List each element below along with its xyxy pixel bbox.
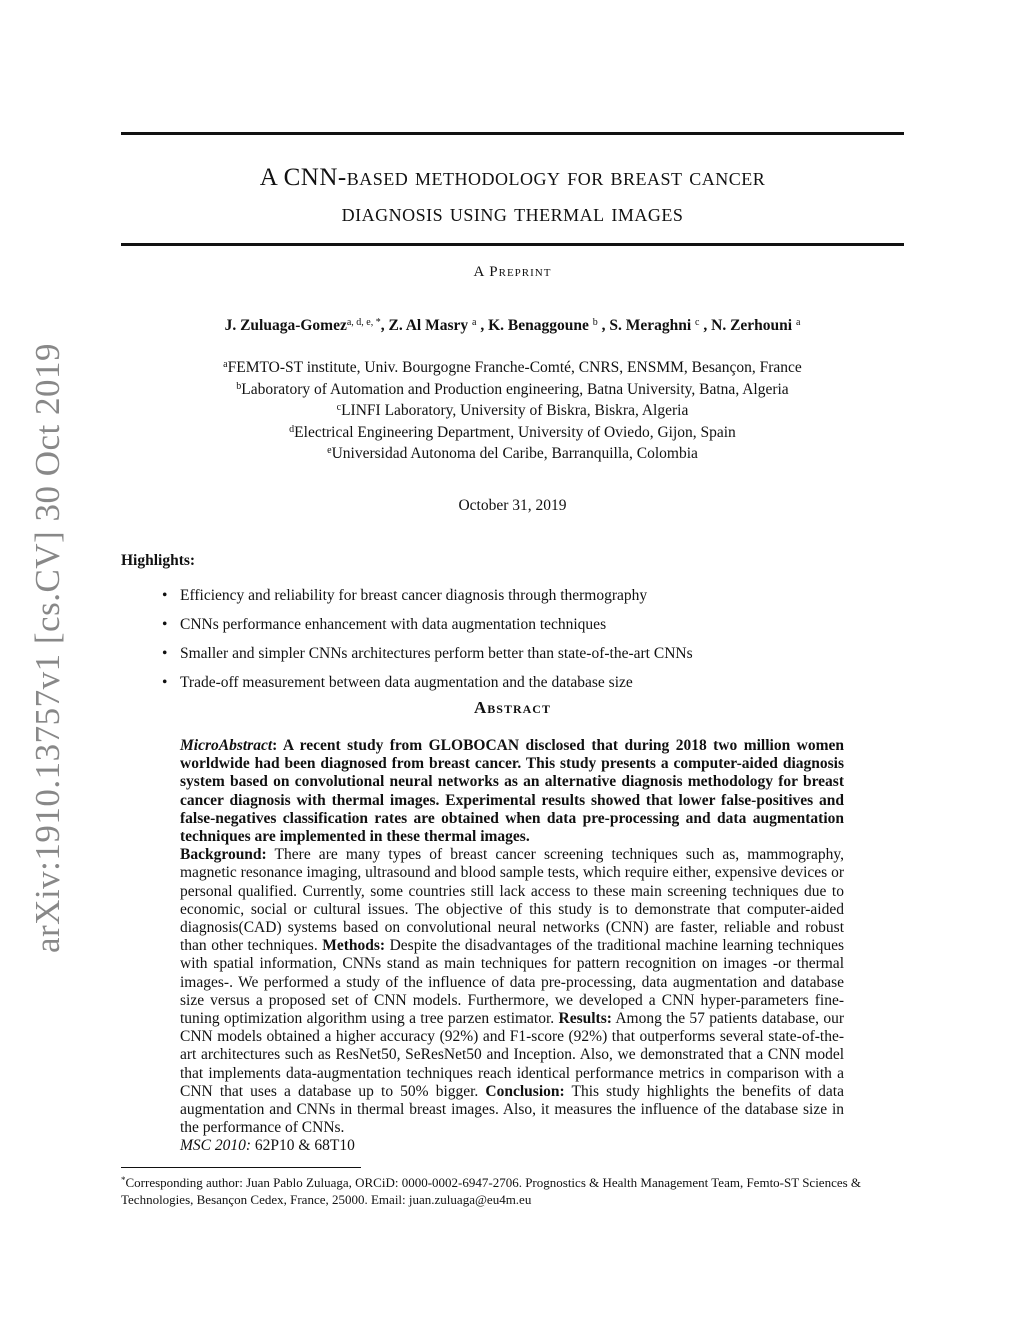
author-name: , K. Benaggoune — [476, 317, 589, 334]
abstract-body — [180, 737, 844, 1156]
affiliation-mark: d — [289, 423, 295, 435]
bullet-icon: • — [162, 674, 168, 691]
background-text: There are many types of breast cancer screening techniques such as, mammography, magnetic resonance imaging, ultrasound and blood sample tests, which require either, expensive devices or personal qualified. Currently, some countries still lack access to these main screening techniques due to economic, social or cultural issues. The objective of this study is to demonstrate that computer-aided diagnosis(CAD) systems based on convolutional neural networks (CNN) are faster, reliable and robust than other techniques. — [180, 846, 844, 955]
affiliation-mark: c — [336, 402, 342, 414]
methods-label: Methods: — [322, 937, 386, 955]
micro-abstract — [180, 737, 844, 846]
results-text: Among the 57 patients database, our CNN models obtained a higher accuracy (92%) and F1-score (92%) that outperforms several state-of-the-art architectures such as ResNet50, SeResNet50 and Inception. Also, we demonstrated that a CNN model that implements data-augmentation techniques reach identical performance metrics in comparison with a CNN that uses a database up to 50% bigger. — [180, 1010, 845, 1100]
highlights-list — [162, 585, 693, 701]
affiliation-text: FEMTO-ST institute, Univ. Bourgogne Franche-Comté, CNRS, ENSMM, Besançon, France — [227, 359, 802, 376]
affiliation-mark: b — [236, 380, 242, 392]
background-label: Background: — [180, 846, 267, 864]
list-item — [162, 614, 693, 643]
conclusion-label: Conclusion: — [485, 1082, 565, 1100]
affiliation-line — [121, 442, 904, 464]
top-rule — [121, 132, 904, 135]
author-name: , S. Meraghni — [597, 317, 692, 334]
author-name: , Z. Al Masry — [380, 317, 469, 334]
methods-text: Despite the disadvantages of the traditional machine learning techniques with spatial information, CNNs stand as main techniques for pattern recognition on images -or thermal images-. We performed a study of the influence of data pre-processing, data augmentation and database size versus a proposed set of CNN models. Furthermore, we developed a CNN hyper-parameters fine-tuning optimization algorithm using a tree parzen estimator. — [180, 937, 844, 1028]
footnote-rule — [121, 1167, 361, 1168]
paper-date: October 31, 2019 — [458, 497, 567, 514]
msc-label: MSC 2010: — [180, 1137, 252, 1155]
affiliation-text: LINFI Laboratory, University of Biskra, Biskra, Algeria — [341, 402, 689, 420]
author-affiliation-mark: c — [695, 317, 700, 328]
author-affiliation-mark: a — [472, 317, 477, 328]
author-name: , N. Zerhouni — [699, 317, 793, 334]
affiliation-line — [121, 356, 904, 378]
highlight-text: Smaller and simpler CNNs architectures perform better than state-of-the-art CNNs — [180, 645, 693, 662]
affiliation-text: Electrical Engineering Department, University of Oviedo, Gijon, Spain — [294, 423, 736, 441]
bullet-icon: • — [162, 587, 168, 604]
micro-abstract-text: : A recent study from GLOBOCAN disclosed that during 2018 two million women worldwide had been diagnosed from breast cancer. This study presents a computer-aided diagnosis system based on convolutional neural networks as an alternative diagnosis methodology for breast cancer diagnosis with thermal images. Experimental results showed that lower false-positives and false-negatives classification rates are obtained when data pre-processing and data augmentation techniques are implemented in these thermal images. — [180, 737, 844, 846]
highlights-heading: Highlights: — [121, 552, 196, 569]
abstract-heading: Abstract — [474, 698, 551, 717]
affiliations — [121, 356, 904, 464]
affiliation-line — [121, 399, 904, 421]
author-affiliation-mark: a — [795, 317, 801, 328]
abstract-paragraph — [180, 846, 844, 1137]
msc-line — [180, 1137, 844, 1155]
highlight-text: CNNs performance enhancement with data augmentation techniques — [180, 616, 607, 633]
author-list — [121, 317, 904, 335]
list-item — [162, 643, 693, 672]
affiliation-line — [121, 378, 904, 400]
bullet-icon: • — [162, 645, 168, 662]
affiliation-text: Universidad Autonoma del Caribe, Barranquilla, Colombia — [331, 445, 698, 463]
bullet-icon: • — [162, 616, 168, 633]
results-label: Results: — [558, 1010, 612, 1028]
preprint-label: A Preprint — [473, 264, 552, 280]
affiliation-mark: a — [223, 359, 228, 370]
title-line-1: A CNN-based methodology for breast cancer — [259, 164, 766, 191]
arxiv-identifier: arXiv:1910.13757v1 [cs.CV] 30 Oct 2019 — [28, 342, 67, 954]
footnote-text: Corresponding author: Juan Pablo Zuluaga, ORCiD: 0000-0002-6947-2706. Prognostics & Health Management Team, Femto-ST Sciences & Technologies, Besançon Cedex, France, 25000. Email: juan.zuluaga@eu4m.eu — [121, 1175, 862, 1207]
highlight-text: Efficiency and reliability for breast cancer diagnosis through thermography — [180, 587, 648, 604]
bottom-title-rule — [121, 243, 904, 246]
title-line-2: diagnosis using thermal images — [341, 200, 684, 227]
affiliation-text: Laboratory of Automation and Production engineering, Batna University, Batna, Algeria — [241, 380, 789, 398]
msc-codes: 62P10 & 68T10 — [251, 1137, 355, 1155]
affiliation-mark: e — [327, 445, 332, 457]
affiliation-line — [121, 421, 904, 443]
footnote — [121, 1172, 911, 1208]
author-affiliation-mark: b — [592, 317, 598, 328]
author-name: J. Zuluaga-Gomez — [224, 317, 347, 334]
footnote-mark: * — [121, 1175, 126, 1185]
highlight-text: Trade-off measurement between data augmentation and the database size — [180, 674, 633, 691]
list-item — [162, 672, 693, 701]
author-affiliation-mark: a, d, e, * — [346, 317, 381, 328]
list-item — [162, 585, 693, 614]
micro-abstract-label: MicroAbstract — [180, 737, 273, 754]
paper-title — [121, 160, 904, 232]
conclusion-text: This study highlights the benefits of data augmentation and CNNs in thermal breast images. Also, it measures the influence of the database size in the performance of CNNs. — [180, 1082, 844, 1137]
